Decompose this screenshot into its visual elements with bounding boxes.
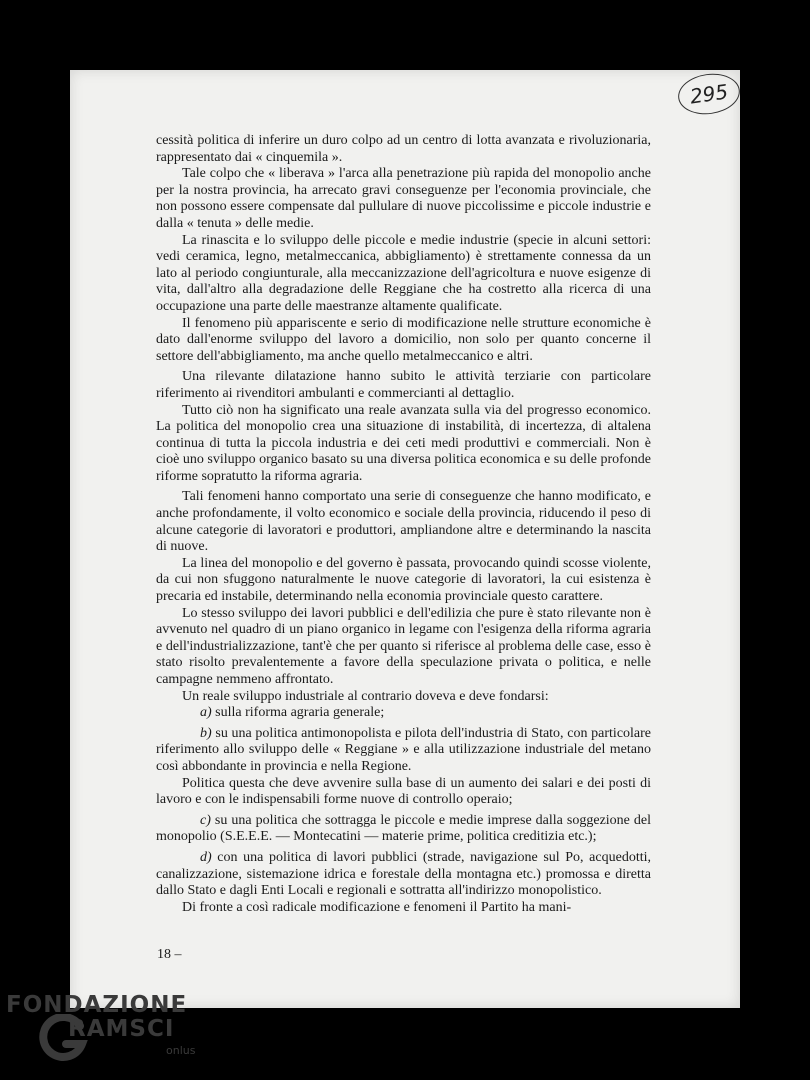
watermark-suffix: onlus xyxy=(166,1044,196,1057)
paragraph: Una rilevante dilatazione hanno subito le attività terziarie con particolare riferimento ai rivenditori ambulanti e commercianti al dettaglio. xyxy=(156,369,651,401)
paragraph: La linea del monopolio e del governo è passata, provocando quindi scosse violente, da cui non sfuggono naturalmente le nuove categorie di lavoratori, la cui esistenza è precaria ed instabile, determinando nella economia provinciale questo carattere. xyxy=(156,555,651,605)
list-item-b xyxy=(156,726,651,776)
page-number: 18 – xyxy=(157,947,182,962)
paragraph: Lo stesso sviluppo dei lavori pubblici e dell'edilizia che pure è stato rilevante non è avvenuto nel quadro di un piano organico in legame con l'esigenza della riforma agraria e dell'industrializzazione, tant'è che per quanto si riferisce al problema delle case, esso è stato risolto prevalentemente a favore della speculazione privata o politica, e nelle campagne nemmeno affrontato. xyxy=(156,605,651,687)
list-text: su una politica che sottragga le piccole e medie imprese dalla soggezione del monopolio (S.E.E.E. — Montecatini — materie prime, politica creditizia etc.); xyxy=(156,812,651,845)
list-item-c xyxy=(156,813,651,846)
list-marker: d) xyxy=(200,849,212,865)
paragraph: cessità politica di inferire un duro colpo ad un centro di lotta avanzata e rivoluzionaria, rappresentato dai « cinquemila ». xyxy=(156,133,651,165)
handwritten-page-number: 295 xyxy=(676,70,743,118)
list-text: su una politica antimonopolista e pilota dell'industria di Stato, con particolare riferimento allo sviluppo delle « Reggiane » e alla utilizzazione industriale del metano così abbondante in provincia e nella Regione. xyxy=(156,725,652,774)
paragraph: Politica questa che deve avvenire sulla base di un aumento dei salari e dei posti di lavoro e con le indispensabili forme nuove di controllo operaio; xyxy=(156,775,651,808)
watermark-logo xyxy=(6,992,206,1072)
list-marker: c) xyxy=(200,812,211,828)
body-text xyxy=(156,133,651,916)
paragraph: Un reale sviluppo industriale al contrario doveva e deve fondarsi: xyxy=(182,688,549,704)
list-item-a xyxy=(156,705,651,722)
paragraph: Tali fenomeni hanno comportato una serie di conseguenze che hanno modificato, e anche profondamente, il volto economico e sociale della provincia, riducendo il peso di alcune categorie di lavoratori e produttori, ampliandone altre e determinando la nascita di nuove. xyxy=(156,489,651,555)
list-item-d xyxy=(156,850,651,900)
watermark-line1: FONDAZIONE xyxy=(6,992,188,1018)
list-text: con una politica di lavori pubblici (strade, navigazione sul Po, acquedotti, canalizzazione, sistemazione idrica e forestale della montagna etc.) promossa e diretta dallo Stato e dagli Enti Locali e regionali e sottratta all'indirizzo monopolistico. xyxy=(156,849,651,899)
watermark-line2: RAMSCI xyxy=(68,1016,175,1042)
list-marker: a) xyxy=(200,705,212,721)
paragraph: Di fronte a così radicale modificazione e fenomeni il Partito ha mani- xyxy=(182,899,572,915)
paragraph: Il fenomeno più appariscente e serio di modificazione nelle strutture economiche è dato dall'enorme sviluppo del lavoro a domicilio, non solo per quanto concerne il settore dell'abbigliamento, ma anche quello metalmeccanico e altri. xyxy=(156,315,651,364)
paragraph: La rinascita e lo sviluppo delle piccole e medie industrie (specie in alcuni settori: vedi ceramica, legno, metalmeccanica, abbigliamento) è strettamente connessa da un lato al periodo congiunturale, alla meccanizzazione dell'agricoltura e nuove esigenze di vita, dall'altro alla degradazione delle Reggiane che ha costretto alla ricerca di una occupazione una parte delle maestranze altamente qualificate. xyxy=(156,232,651,314)
list-text: sulla riforma agraria generale; xyxy=(215,705,385,721)
list-marker: b) xyxy=(200,725,212,741)
paragraph: Tutto ciò non ha significato una reale avanzata sulla via del progresso economico. La politica del monopolio crea una situazione di instabilità, di incertezza, di altalena continua di tutta la piccola industria e dei ceti medi produttivi e commerciali. Non è cioè uno sviluppo organico basato su una diversa politica economica e su delle profonde riforme sopratutto la riforma agraria. xyxy=(156,402,651,484)
paragraph: Tale colpo che « liberava » l'arca alla penetrazione più rapida del monopolio anche per la nostra provincia, ha arrecato gravi conseguenze per l'economia provinciale, che non possono essere compensate dal pullulare di nuove piccolissime e piccole industrie e dalla « tenuta » delle medie. xyxy=(156,166,651,231)
